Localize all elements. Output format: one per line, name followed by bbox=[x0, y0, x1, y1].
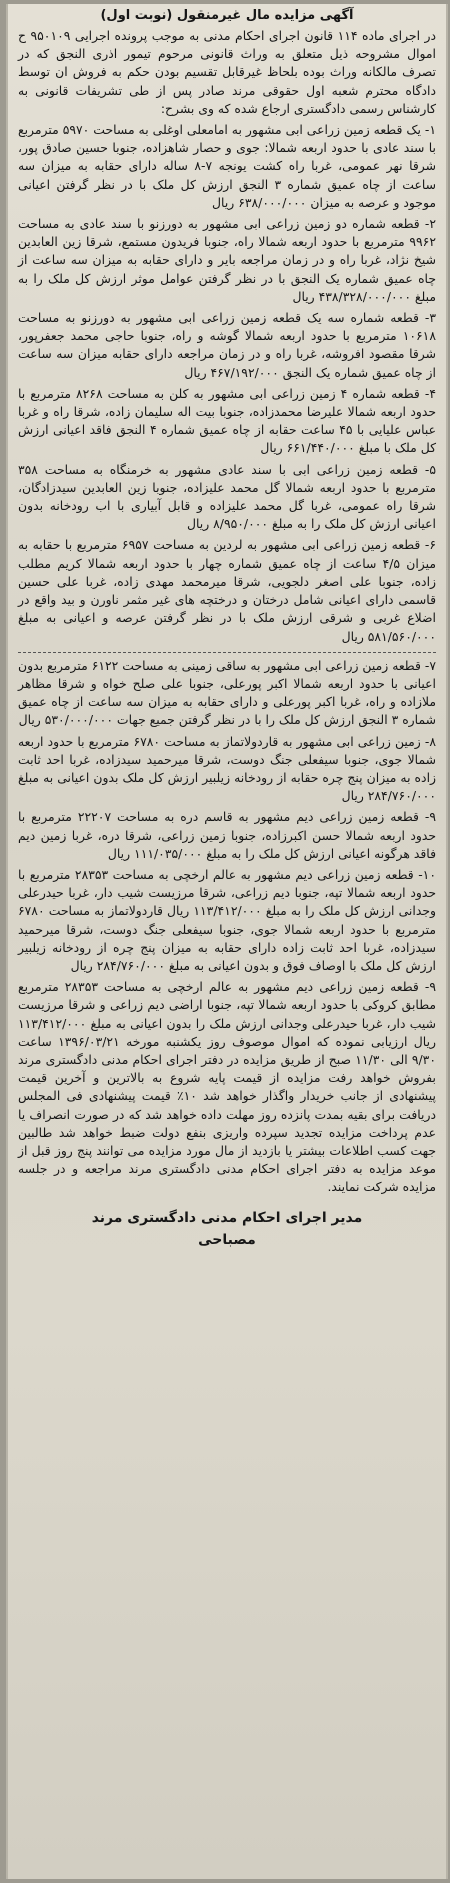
signature-title: مدیر اجرای احکام مدنی دادگستری مرند bbox=[91, 1209, 363, 1226]
item-9-repeat-and-terms: ۹- قطعه زمین زراعی دیم مشهور به عالم ارخچی به مساحت ۲۸۳۵۳ مترمربع مطابق کروکی با حدود اربعه شمالا تپه، جنوبا اراضی دیم زراعی و شرقا مرزیست شیب دار، غربا حیدرعلی وجدانی ارزش ملک را بدون اعیانی به مبلغ ۱۱۳/۴۱۲/۰۰۰ ریال ارزیابی نموده که اموال موصوف روز یکشنبه مورخه ۱۳۹۶/۰۳/۲۱ ساعت ۹/۳۰ الی ۱۱/۳۰ صبح از طریق مزایده در دفتر اجرای احکام مدنی دادگستری مرند بفروش خواهد رفت مزایده از قیمت پایه شروع به بالاترین و آخرین قیمت پیشنهادی از جانب خریدار واگذار خواهد شد ۱۰٪ قیمت پیشنهادی فی المجلس دریافت برای بقیه بمدت پانزده روز مهلت داده خواهد شد که در صورت انصراف یا عدم پرداخت مزایده تجدید سپرده واریزی بنفع دولت ضبط خواهد شد طالبین جهت کسب اطلاعات بیشتر یا بازدید از مال مورد مزایده می توانند پنج روز قبل از موعد مزایده به دفتر اجرای احکام مدنی دادگستری مرند مراجعه و در جلسه مزایده شرکت نمایند. bbox=[18, 979, 436, 1195]
item-10: ۱۰- قطعه زمین زراعی دیم مشهور به عالم ارخچی به مساحت ۲۸۳۵۳ مترمربع با حدود اربعه شمالا تپه، جنوبا دیم زراعی، شرقا مرزیست شیب دار، غربا حیدرعلی وجدانی ارزش کل ملک را به مبلغ ۱۱۳/۴۱۲/۰۰۰ ریال قاردولاتماز به مساحت ۶۷۸۰ مترمربع با حدود اربعه شمالا جوی، جنوبا سیفعلی جنگ دوست، شرقا میرحمید سیدزاده، غربا احد ثابت زاده دارای حقابه به میزان پنج چره از رودخانه زیلبیر ارزش کل ملک با اوصاف فوق و بدون اعیانی به مبلغ ۲۸۴/۷۶۰/۰۰۰ ریال bbox=[18, 866, 436, 973]
notice-body bbox=[8, 4, 446, 1257]
item-5: ۵- قطعه زمین زراعی ابی با سند عادی مشهور به خرمنگاه به مساحت ۳۵۸ مترمربع با حدود اربعه شمالا گل محمد علیزاده، جنوبا زین العابدین سیدزادگان، شرقا راه عمومی، غربا گل محمد علیزاده و قابل آبیاری با اب رودخانه بدون اعیانی ارزش کل ملک را به مبلغ ۸/۹۵۰/۰۰۰ ریال bbox=[18, 461, 436, 532]
item-2: ۲- قطعه شماره دو زمین زراعی ابی مشهور به دورزنو با سند عادی به مساحت ۹۹۶۲ مترمربع با حدود اربعه شمالا راه، جنوبا فریدون مستمع، شرقا زین العابدین شیخ نژاد، غربا راه و در زمان مراجعه بایر و دارای حقابه به میزان سه ساعت از چاه عمیق شماره یک النجق با در نظر گرفتن عوامل موثر ارزش کل ملک را به مبلغ ۴۳۸/۳۲۸/۰۰۰/۰۰۰ ریال bbox=[18, 216, 436, 304]
item-8: ۸- زمین زراعی ابی مشهور به قاردولاتماز به مساحت ۶۷۸۰ مترمربع با حدود اربعه شمالا جوی، جنوبا سیفعلی جنگ دوست، شرقا میرحمید سیدزاده، غربا احد ثابت زاده به میزان پنج چره حقابه از رودخانه زیلبیر ارزش کل ملک بدون اعیانی به مبلغ ۲۸۴/۷۶۰/۰۰۰ ریال bbox=[18, 733, 436, 804]
fold-divider bbox=[18, 652, 436, 653]
item-1: ۱- یک قطعه زمین زراعی ابی مشهور به امامعلی اوغلی به مساحت ۵۹۷۰ مترمربع با سند عادی با حدود اربعه شمالا: جوی و حصار شاهزاده، جنوبا حسین صادق پور، شرقا نهر عمومی، غربا راه کشت یونجه ۷-۸ ساله دارای حقابه به میزان سه ساعت از چاه عمیق شماره ۳ النجق ارزش کل ملک با در نظر گرفتن اعیانی موجود و عرصه به میزان ۶۳۸/۰۰۰/۰۰۰ ریال bbox=[18, 122, 436, 210]
signature-block bbox=[18, 1207, 436, 1251]
item-4: ۴- قطعه شماره ۴ زمین زراعی ابی مشهور به کلن به مساحت ۸۲۶۸ مترمربع با حدود اربعه شمالا علیرضا محمدزاده، جنوبا بیت اله سلیمان زاده، شرقا راه و غربا عباس علیایی با ۴۵ ساعت حقابه از چاه عمیق شماره ۴ النجق فاقد اعیانی ارزش کل ملک با مبلغ ۶۶۱/۴۴۰/۰۰۰ ریال bbox=[18, 385, 436, 456]
notice-title: آگهی مزایده مال غیرمنقول (نوبت اول) bbox=[100, 8, 354, 23]
item-7: ۷- قطعه زمین زراعی ابی مشهور به ساقی زمینی به مساحت ۶۱۲۲ مترمربع بدون اعیانی با حدود اربعه شمالا اکبر پورعلی، جنوبا علی صلح خواه و شرقا مظاهر ملازاده و راه، غربا اکبر پورعلی و دارای حقابه به میزان سه ساعت از چاه عمیق شماره ۳ النجق ارزش کل ملک را با در نظر گرفتن جمیع جهات ۵۳۰/۰۰۰/۰۰۰ ریال bbox=[18, 657, 436, 728]
item-3: ۳- قطعه شماره سه یک قطعه زمین زراعی ابی مشهور به دورزنو به مساحت ۱۰۶۱۸ مترمربع با حدود اربعه شمالا گوشه و راه، جنوبا حاجی محمد جعفرپور، شرقا مقصود افروشه، غربا راه و در زمان مراجعه دارای حقابه میزان سه ساعت از چاه عمیق شماره یک النجق ۴۶۷/۱۹۲/۰۰۰ ریال bbox=[18, 310, 436, 380]
item-9: ۹- قطعه زمین زراعی دیم مشهور به قاسم دره به مساحت ۲۲۲۰۷ مترمربع با حدود اربعه شمالا حسن اکبرزاده، جنوبا زمین زراعی، شرقا دره، غربا زمین دیم فاقد هرگونه اعیانی ارزش کل ملک را به مبلغ ۱۱۱/۰۳۵/۰۰۰ ریال bbox=[18, 809, 436, 861]
item-6: ۶- قطعه زمین زراعی ابی مشهور به لردین به مساحت ۶۹۵۷ مترمربع با حقابه به میزان ۴/۵ ساعت از چاه عمیق شماره چهار با حدود اربعه شمالا کریم مطلب زاده، جنوبا علی اصغر دلجویی، شرقا میرمحمد مهدی زاده، غربا علی حسین قاسمی دارای اعیانی شامل درختان و درختچه های غیر مثمر ناورن و بید واقع در اضلاع غربی و شرقی ارزش ملک با در نظر گرفتن عرصه و اعیانی به مبلغ ۵۸۱/۵۶۰/۰۰۰ ریال bbox=[18, 537, 436, 644]
notice-intro: در اجرای ماده ۱۱۴ قانون اجرای احکام مدنی به موجب پرونده اجرایی ۹۵۰۱۰۹ ح اموال مشروحه ذیل متعلق به وراث قانونی مرحوم تیمور اذری النجق که در تصرف مالکانه وراث بوده بلحاظ غیرقابل تقسیم بودن حکم به فروش ان توسط دادگاه محترم شعبه اول حقوقی مرند صادر پس از طی تشریفات قانونی به کارشناس رسمی دادگستری ارجاع شده که وی بشرح: bbox=[18, 28, 436, 116]
signature-name: مصباحی bbox=[198, 1231, 256, 1248]
newspaper-clipping bbox=[6, 4, 448, 1879]
